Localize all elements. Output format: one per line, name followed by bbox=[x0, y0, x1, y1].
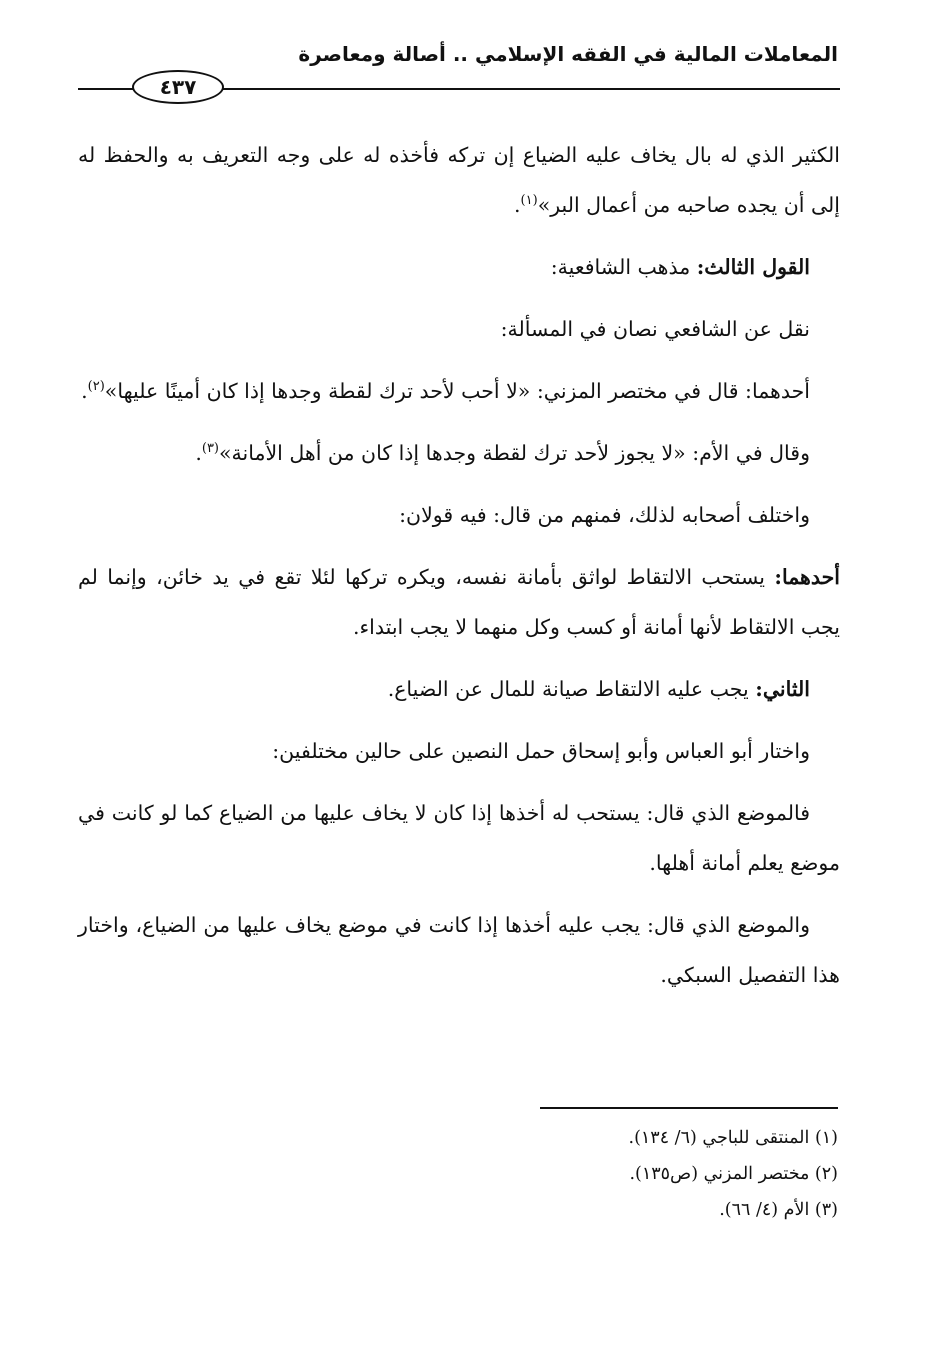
paragraph-5-end: . bbox=[195, 441, 202, 465]
paragraph-7-text: يستحب الالتقاط لواثق بأمانة نفسه، ويكره تركها لئلا تقع في يد خائن، وإنما لم يجب الالتقاط لأنها أمانة أو كسب وكل منهما لا يجب ابتداء. bbox=[78, 565, 840, 639]
paragraph-3-text: نقل عن الشافعي نصان في المسألة: bbox=[500, 317, 810, 341]
running-title: المعاملات المالية في الفقه الإسلامي .. أصالة ومعاصرة bbox=[298, 42, 838, 66]
paragraph-2-text: مذهب الشافعية: bbox=[550, 255, 697, 279]
first-opinion-label: أحدهما: bbox=[774, 565, 840, 589]
footnote-1: (١) المنتقى للباجي (٦/ ١٣٤). bbox=[628, 1128, 838, 1148]
footnotes bbox=[338, 1122, 838, 1230]
footnote-3: (٣) الأم (٤/ ٦٦). bbox=[719, 1200, 838, 1220]
paragraph-4 bbox=[78, 366, 840, 416]
paragraph-11 bbox=[78, 900, 840, 1000]
paragraph-10 bbox=[78, 788, 840, 888]
paragraph-4-text: أحدهما: قال في مختصر المزني: «لا أحب لأحد ترك لقطة وجدها إذا كان أمينًا عليها» bbox=[104, 379, 810, 403]
second-opinion-label: الثاني: bbox=[755, 677, 810, 701]
paragraph-3 bbox=[78, 304, 840, 354]
paragraph-11-text: والموضع الذي قال: يجب عليه أخذها إذا كانت في موضع يخاف عليها من الضياع، واختار هذا التفصيل السبكي. bbox=[78, 913, 840, 987]
footnote-ref-3: (٣) bbox=[201, 441, 219, 457]
paragraph-10-text: فالموضع الذي قال: يستحب له أخذها إذا كان لا يخاف عليها من الضياع كما لو كانت في موضع يعلم أمانة أهلها. bbox=[78, 801, 840, 875]
footnote-2: (٢) مختصر المزني (ص١٣٥). bbox=[629, 1164, 838, 1184]
paragraph-9 bbox=[78, 726, 840, 776]
paragraph-2 bbox=[78, 242, 840, 292]
paragraph-1-text: الكثير الذي له بال يخاف عليه الضياع إن تركه فأخذه له على وجه التعريف به والحفظ له إلى أن يجده صاحبه من أعمال البر» bbox=[78, 143, 840, 217]
paragraph-9-text: واختار أبو العباس وأبو إسحاق حمل النصين على حالين مختلفين: bbox=[272, 739, 810, 763]
paragraph-6 bbox=[78, 490, 840, 540]
body-text bbox=[78, 130, 840, 1012]
paragraph-1-end: . bbox=[514, 193, 521, 217]
footnote-ref-2: (٢) bbox=[87, 379, 105, 395]
footnote-rule bbox=[540, 1107, 838, 1109]
paragraph-6-text: واختلف أصحابه لذلك، فمنهم من قال: فيه قولان: bbox=[399, 503, 810, 527]
paragraph-5 bbox=[78, 428, 840, 478]
paragraph-7 bbox=[78, 552, 840, 652]
paragraph-8 bbox=[78, 664, 840, 714]
footnote-ref-1: (١) bbox=[520, 193, 538, 209]
paragraph-8-text: يجب عليه الالتقاط صيانة للمال عن الضياع. bbox=[387, 677, 756, 701]
paragraph-5-text: وقال في الأم: «لا يجوز لأحد ترك لقطة وجدها إذا كان من أهل الأمانة» bbox=[219, 441, 810, 465]
section-heading-third-opinion: القول الثالث: bbox=[696, 255, 810, 279]
page-number: ٤٣٧ bbox=[132, 70, 224, 104]
paragraph-4-end: . bbox=[81, 379, 88, 403]
paragraph-1 bbox=[78, 130, 840, 230]
